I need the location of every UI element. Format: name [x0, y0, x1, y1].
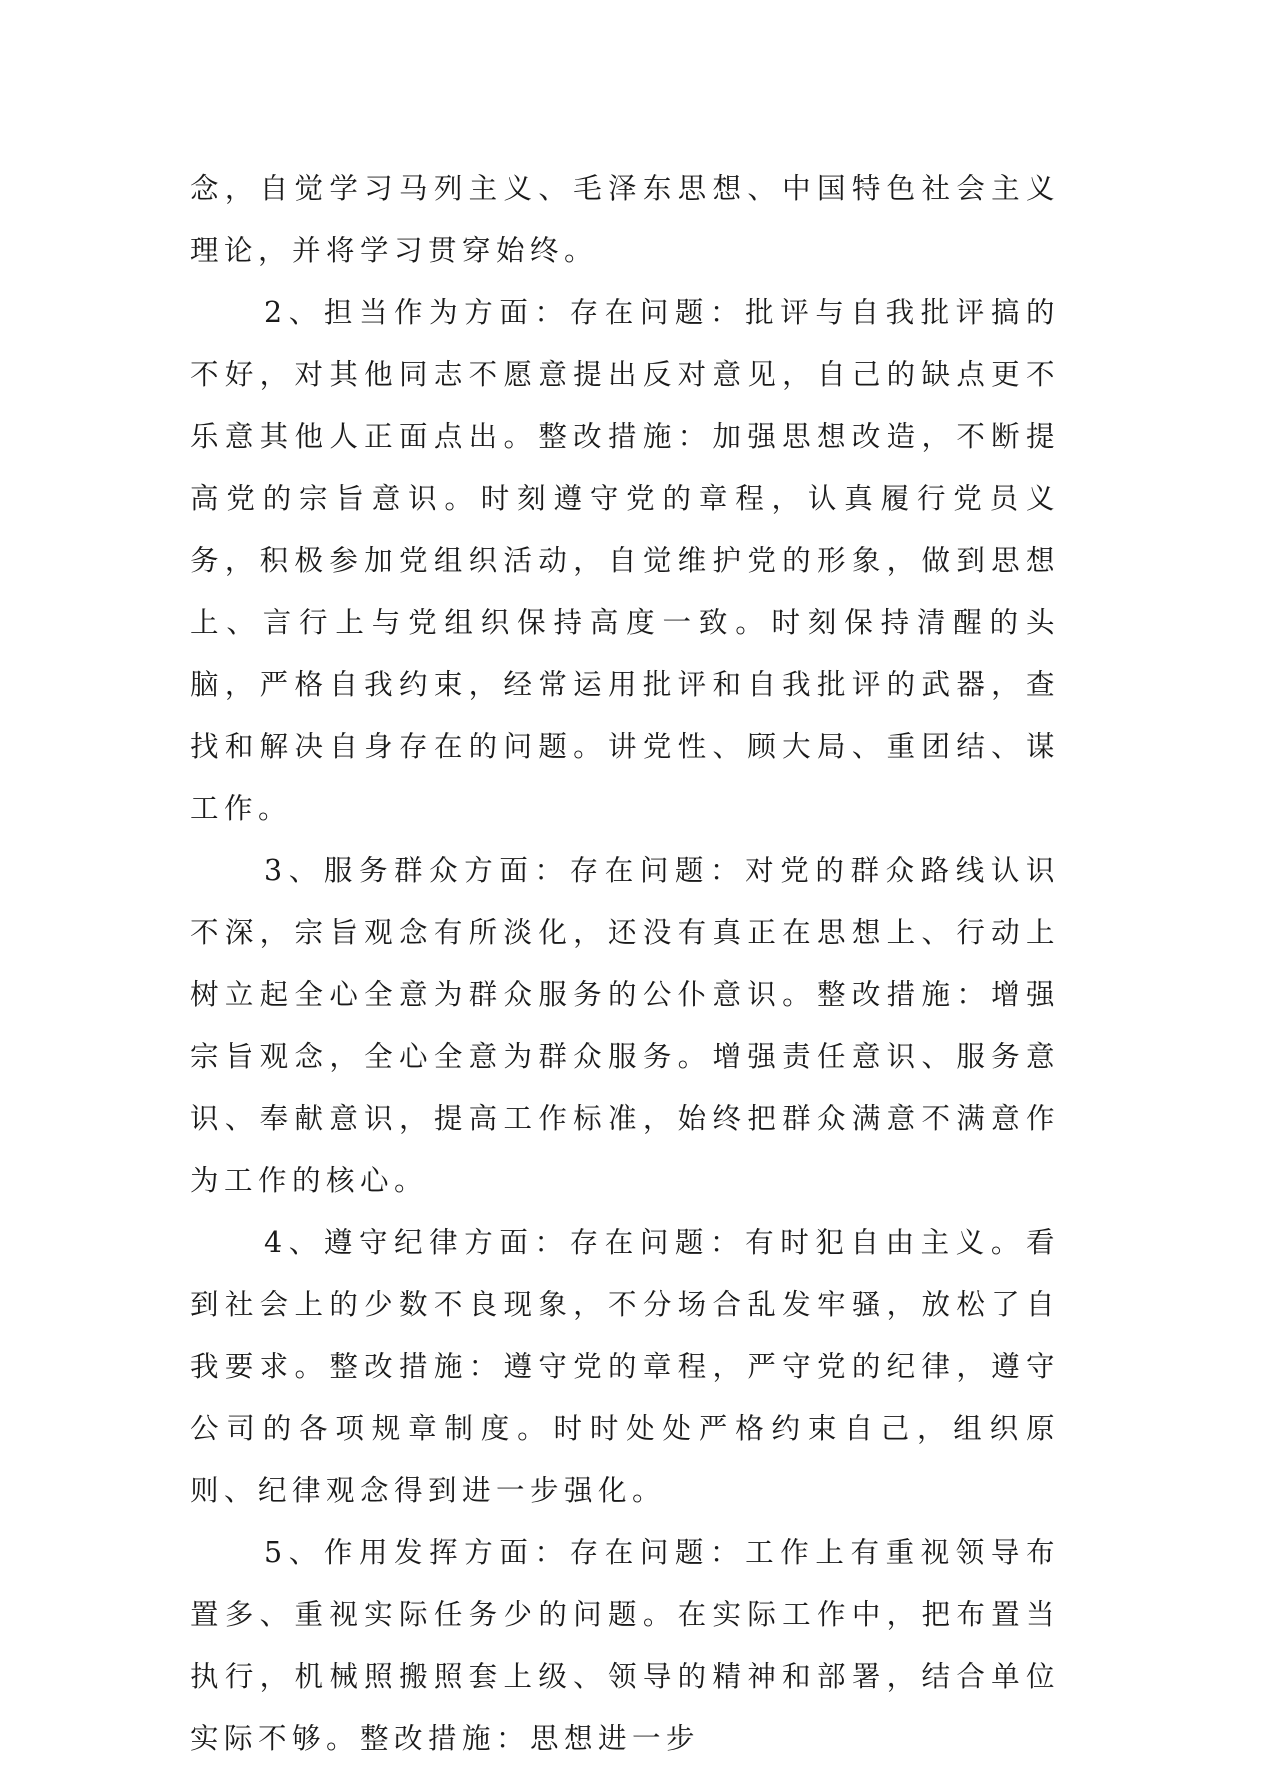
paragraph-item-3: 3、服务群众方面：存在问题：对党的群众路线认识不深，宗旨观念有所淡化，还没有真正在思想上、行动上树立起全心全意为群众服务的公仆意识。整改措施：增强宗旨观念，全心全意为群众服务。增强责任意识、服务意识、奉献意识，提高工作标准，始终把群众满意不满意作为工作的核心。 — [190, 854, 1060, 1197]
paragraph-item-2: 2、担当作为方面：存在问题：批评与自我批评搞的不好，对其他同志不愿意提出反对意见，自己的缺点更不乐意其他人正面点出。整改措施：加强思想改造，不断提高党的宗旨意识。时刻遵守党的章程，认真履行党员义务，积极参加党组织活动，自觉维护党的形象，做到思想上、言行上与党组织保持高度一致。时刻保持清醒的头脑，严格自我约束，经常运用批评和自我批评的武器，查找和解决自身存在的问题。讲党性、顾大局、重团结、谋工作。 — [190, 296, 1060, 825]
document-body — [190, 158, 1060, 1770]
paragraph-item-5: 5、作用发挥方面：存在问题：工作上有重视领导布置多、重视实际任务少的问题。在实际工作中，把布置当执行，机械照搬照套上级、领导的精神和部署，结合单位实际不够。整改措施：思想进一步 — [190, 1536, 1060, 1755]
paragraph-continuation: 念，自觉学习马列主义、毛泽东思想、中国特色社会主义理论，并将学习贯穿始终。 — [190, 172, 1060, 267]
paragraph-item-4: 4、遵守纪律方面：存在问题：有时犯自由主义。看到社会上的少数不良现象，不分场合乱发牢骚，放松了自我要求。整改措施：遵守党的章程，严守党的纪律，遵守公司的各项规章制度。时时处处严格约束自己，组织原则、纪律观念得到进一步强化。 — [190, 1226, 1060, 1507]
